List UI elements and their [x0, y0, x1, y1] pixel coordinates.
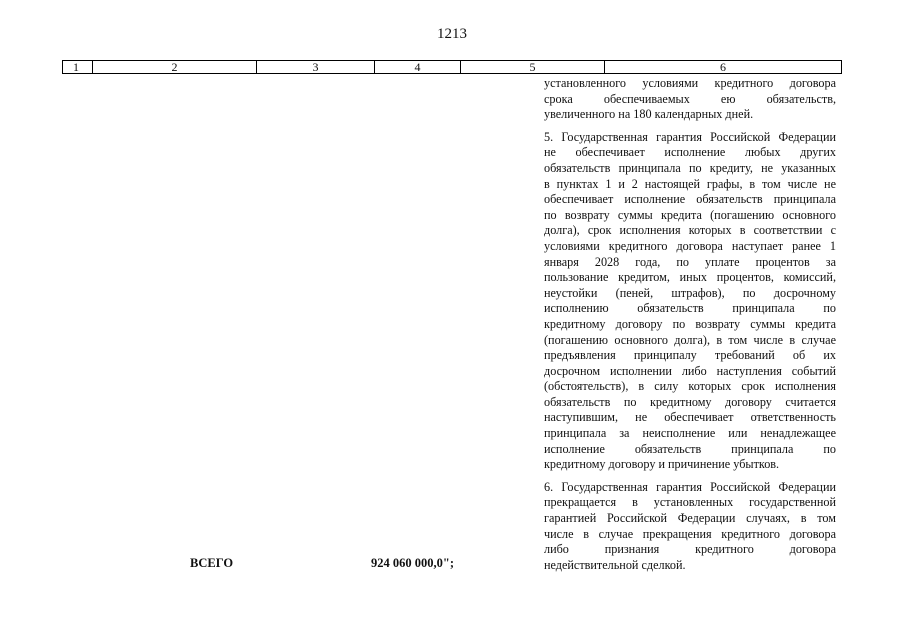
column-header-1: 1	[63, 61, 93, 73]
paragraph-line: пользование кредитом, иных процентов, комиссий,	[544, 270, 836, 285]
column-header-6: 6	[720, 60, 726, 74]
paragraph-line: принципала за неисполнение или ненадлежащее	[544, 426, 836, 441]
paragraph-line: числе в случае прекращения кредитного договора	[544, 526, 836, 541]
paragraph-line: 6. Государственная гарантия Российской Федерации	[544, 479, 836, 494]
total-label: ВСЕГО	[190, 556, 234, 570]
paragraph-line: (погашению основного долга), в том числе в случае	[544, 332, 836, 347]
paragraph-line: не обеспечивает исполнение любых других	[544, 145, 836, 160]
paragraph-line: прекращается в установленных государственной	[544, 495, 836, 510]
paragraph-line: срока обеспечиваемых ею обязательств,	[544, 91, 836, 106]
paragraph-line: обязательств принципала по кредиту, не указанных	[544, 160, 836, 175]
paragraph-line: исполнение обязательств принципала по	[544, 441, 836, 456]
column-6-text	[544, 76, 836, 580]
paragraph	[544, 130, 836, 473]
paragraph-line: гарантией Российской Федерации случаях, в том	[544, 511, 836, 526]
paragraph-line: по возврату суммы кредита (погашению основного	[544, 207, 836, 222]
paragraph-line: либо признания кредитного договора	[544, 542, 836, 557]
paragraph-line: января 2028 года, по уплате процентов за	[544, 254, 836, 269]
paragraph-line: кредитному договору по возврату суммы кредита	[544, 316, 836, 331]
paragraph-line: исполнению обязательств принципала по	[544, 301, 836, 316]
paragraph-line: 5. Государственная гарантия Российской Федерации	[544, 129, 836, 144]
paragraph	[544, 480, 836, 574]
paragraph	[544, 76, 836, 123]
paragraph-line: (обстоятельств), в силу которых срок исполнения	[544, 379, 836, 394]
column-header-3: 3	[257, 61, 375, 73]
paragraph-line: условиями кредитного договора наступает ранее 1	[544, 238, 836, 253]
paragraph-line: установленного условиями кредитного договора	[544, 76, 836, 90]
column-header-4: 4	[375, 61, 461, 73]
paragraph-line: недействительной сделкой.	[544, 557, 686, 572]
paragraph-line: долга), срок исполнения которых в соответствии с	[544, 223, 836, 238]
total-value: 924 060 000,0";	[371, 556, 454, 570]
paragraph-line: предъявления принципалу требований об их	[544, 348, 836, 363]
paragraph-line: в пунктах 1 и 2 настоящей графы, в том числе не	[544, 176, 836, 191]
paragraph-line: досрочном исполнении либо наступления событий	[544, 363, 836, 378]
table-column-header-row	[62, 60, 842, 74]
column-header-5: 5	[461, 61, 605, 73]
column-header-2: 2	[93, 61, 257, 73]
paragraph-line: наступившим, не обеспечивает ответственность	[544, 410, 836, 425]
paragraph-line: обязательств по кредитному договору считается	[544, 394, 836, 409]
paragraph-line: кредитному договору и причинение убытков.	[544, 457, 780, 472]
paragraph-line: увеличенного на 180 календарных дней.	[544, 107, 754, 122]
page-number: 1213	[437, 26, 467, 42]
paragraph-line: обеспечивает исполнение обязательств принципала	[544, 192, 836, 207]
paragraph-line: неустойки (пеней, штрафов), по досрочному	[544, 285, 836, 300]
